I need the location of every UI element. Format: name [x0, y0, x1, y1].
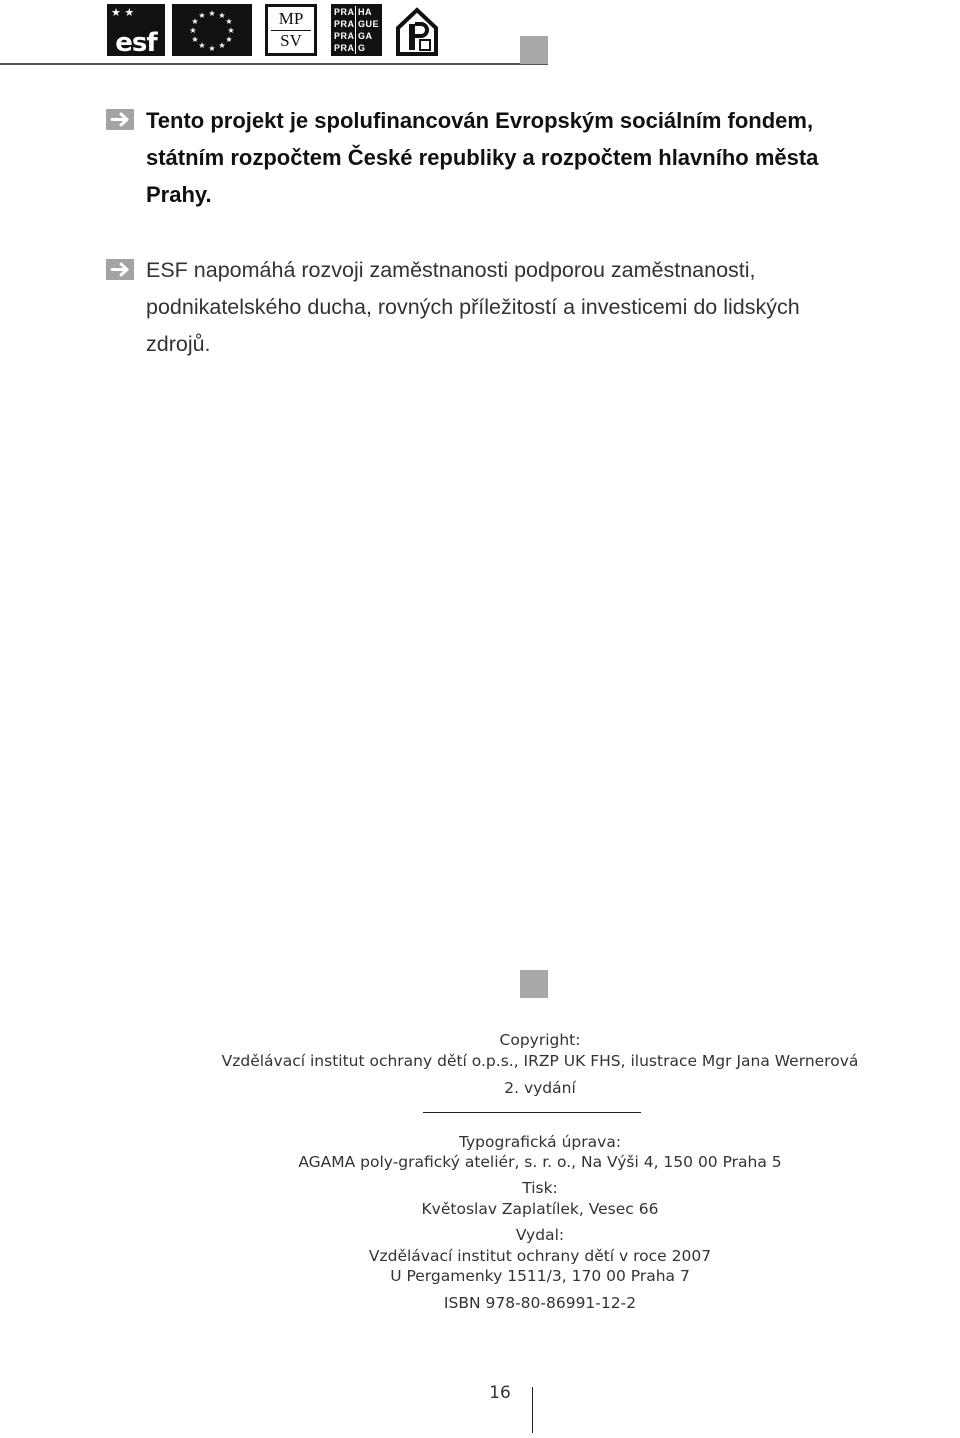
svg-text:★: ★ [225, 17, 233, 26]
colophon-divider [423, 1112, 641, 1113]
svg-text:★: ★ [198, 41, 206, 50]
mpsv-logo-bottom: SV [280, 31, 302, 50]
typography-label: Typografická úprava: [458, 1133, 622, 1151]
svg-text:★: ★ [227, 26, 235, 35]
publisher-label: Vydal: [515, 1226, 565, 1244]
decorative-square [520, 36, 548, 64]
arrow-right-icon [106, 109, 134, 130]
print-label: Tisk: [522, 1179, 558, 1197]
typography-text: AGAMA poly-grafický ateliér, s. r. o., Na Výši 4, 150 00 Praha 5 [298, 1153, 782, 1171]
svg-text:★: ★ [225, 35, 233, 44]
praha-logo-cell: GUE [358, 19, 380, 29]
copyright-text: Vzdělávací institut ochrany dětí o.p.s., IRZP UK FHS, ilustrace Mgr Jana Wernerová [221, 1052, 859, 1070]
statement-line: ESF napomáhá rozvoji zaměstnanosti podporou zaměstnanosti, [146, 258, 756, 282]
house-icon [394, 4, 440, 56]
praha-logo-cell: PRA [334, 7, 355, 17]
praha-logo-cell: PRA [334, 43, 355, 53]
svg-text:★: ★ [191, 17, 199, 26]
eu-stars-icon [172, 4, 252, 56]
svg-text:★: ★ [218, 11, 226, 20]
praha-logo-cell: G [358, 43, 366, 53]
svg-text:★: ★ [218, 41, 226, 50]
statement-line: Tento projekt je spolufinancován Evropským sociálním fondem, [146, 108, 814, 133]
svg-text:★: ★ [208, 44, 216, 53]
decorative-square [520, 970, 548, 998]
star-icon: ★ ★ [111, 6, 135, 19]
praha-logo-cell: GA [358, 31, 373, 41]
page-number: 16 [489, 1383, 511, 1403]
isbn-text: ISBN 978-80-86991-12-2 [443, 1294, 637, 1312]
statement-line: podnikatelského ducha, rovných příležitostí a investicemi do lidských zdrojů. [146, 295, 800, 356]
header-rule [0, 63, 548, 65]
publisher-line: Vzdělávací institut ochrany dětí v roce 2007 [368, 1247, 712, 1265]
mpsv-logo-top: MP [278, 9, 304, 28]
praha-logo-cell: HA [358, 7, 372, 17]
mpsv-logo [265, 4, 317, 56]
print-text: Květoslav Zaplatílek, Vesec 66 [421, 1200, 659, 1218]
esf-logo-text: esf [115, 28, 157, 58]
svg-text:★: ★ [191, 35, 199, 44]
house-logo [394, 4, 440, 56]
esf-logo [107, 4, 165, 56]
arrow-right-icon [106, 259, 134, 280]
eu-flag-logo [172, 4, 252, 56]
praha-logo-cell: PRA [334, 31, 355, 41]
praha-logo-cell: PRA [334, 19, 355, 29]
svg-text:★: ★ [198, 11, 206, 20]
page-number-rule [532, 1387, 533, 1433]
publisher-line: U Pergamenky 1511/3, 170 00 Praha 7 [390, 1267, 690, 1285]
copyright-label: Copyright: [499, 1031, 581, 1049]
statement-line: státním rozpočtem České republiky a rozpočtem hlavního města Prahy. [146, 145, 819, 207]
svg-text:★: ★ [189, 26, 197, 35]
praha-logo [331, 4, 382, 56]
svg-text:★: ★ [208, 9, 216, 18]
edition-text: 2. vydání [504, 1079, 576, 1097]
